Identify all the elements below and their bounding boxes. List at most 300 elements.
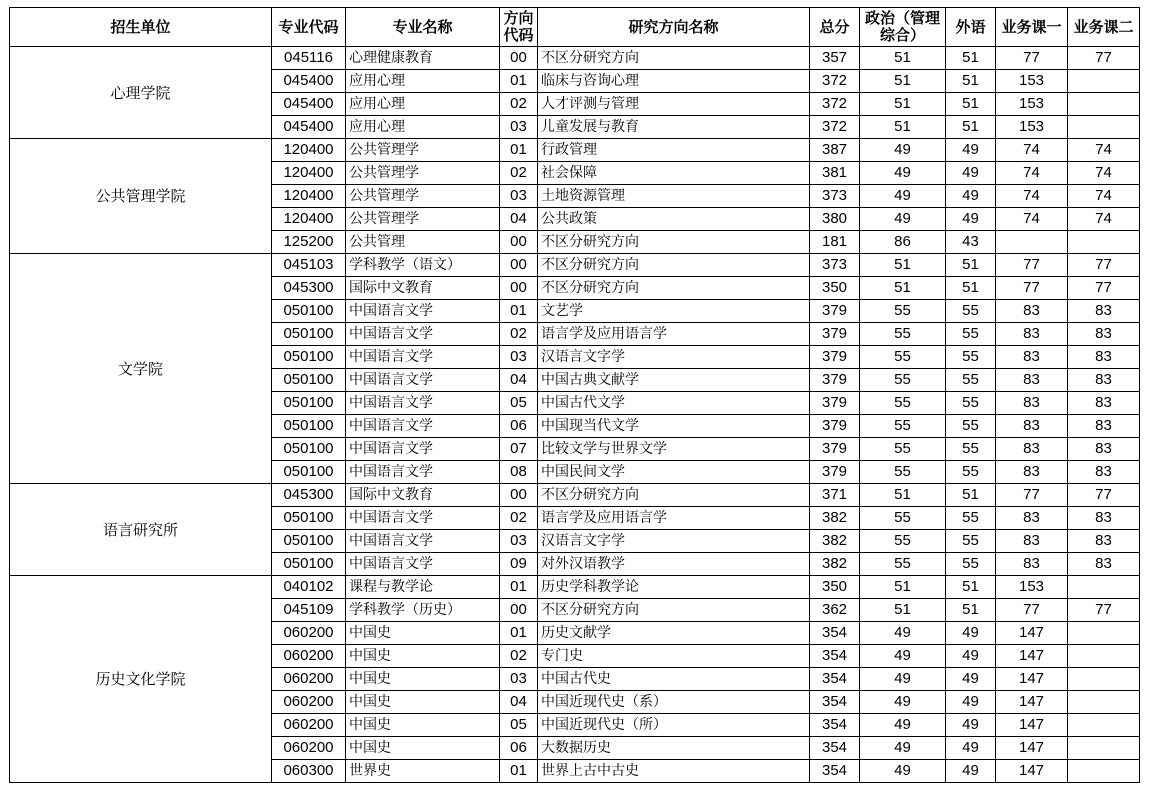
course1-score-cell: 83 bbox=[996, 553, 1068, 576]
major-code-cell: 120400 bbox=[272, 185, 346, 208]
major-code-cell: 045103 bbox=[272, 254, 346, 277]
score-table-container bbox=[9, 7, 1140, 783]
foreign-score-cell: 43 bbox=[946, 231, 996, 254]
course2-score-cell: 77 bbox=[1068, 599, 1140, 622]
course2-score-cell: 83 bbox=[1068, 415, 1140, 438]
direction-name-cell: 比较文学与世界文学 bbox=[538, 438, 810, 461]
major-code-cell: 050100 bbox=[272, 323, 346, 346]
major-name-cell: 学科教学（语文） bbox=[346, 254, 500, 277]
politics-score-cell: 55 bbox=[860, 323, 946, 346]
course2-score-cell bbox=[1068, 116, 1140, 139]
total-score-cell: 354 bbox=[810, 760, 860, 783]
major-code-cell: 045400 bbox=[272, 116, 346, 139]
direction-code-cell: 08 bbox=[500, 461, 538, 484]
foreign-score-cell: 55 bbox=[946, 553, 996, 576]
course2-score-cell bbox=[1068, 622, 1140, 645]
politics-score-cell: 51 bbox=[860, 116, 946, 139]
total-score-cell: 381 bbox=[810, 162, 860, 185]
major-code-cell: 040102 bbox=[272, 576, 346, 599]
foreign-score-cell: 49 bbox=[946, 668, 996, 691]
course1-score-cell: 147 bbox=[996, 622, 1068, 645]
direction-code-cell: 05 bbox=[500, 714, 538, 737]
total-score-cell: 181 bbox=[810, 231, 860, 254]
direction-code-cell: 03 bbox=[500, 346, 538, 369]
foreign-score-cell: 49 bbox=[946, 185, 996, 208]
direction-code-cell: 02 bbox=[500, 323, 538, 346]
direction-code-cell: 02 bbox=[500, 162, 538, 185]
foreign-score-cell: 49 bbox=[946, 714, 996, 737]
major-code-cell: 050100 bbox=[272, 392, 346, 415]
direction-code-cell: 01 bbox=[500, 576, 538, 599]
major-code-cell: 050100 bbox=[272, 553, 346, 576]
course1-score-cell: 83 bbox=[996, 507, 1068, 530]
direction-name-cell: 不区分研究方向 bbox=[538, 254, 810, 277]
total-score-cell: 387 bbox=[810, 139, 860, 162]
direction-name-cell: 中国近现代史（系） bbox=[538, 691, 810, 714]
course2-score-cell: 74 bbox=[1068, 208, 1140, 231]
total-score-cell: 372 bbox=[810, 70, 860, 93]
course1-score-cell: 147 bbox=[996, 668, 1068, 691]
course1-score-cell: 147 bbox=[996, 737, 1068, 760]
course2-score-cell: 77 bbox=[1068, 484, 1140, 507]
foreign-score-cell: 49 bbox=[946, 208, 996, 231]
unit-name-cell: 历史文化学院 bbox=[10, 576, 272, 783]
foreign-score-cell: 51 bbox=[946, 47, 996, 70]
direction-name-cell: 中国古代文学 bbox=[538, 392, 810, 415]
foreign-score-cell: 51 bbox=[946, 599, 996, 622]
direction-name-cell: 汉语言文字学 bbox=[538, 530, 810, 553]
major-name-cell: 国际中文教育 bbox=[346, 484, 500, 507]
direction-name-cell: 不区分研究方向 bbox=[538, 599, 810, 622]
politics-score-cell: 55 bbox=[860, 507, 946, 530]
major-code-cell: 045109 bbox=[272, 599, 346, 622]
header-direction-code: 方向代码 bbox=[500, 8, 538, 47]
major-name-cell: 公共管理学 bbox=[346, 185, 500, 208]
major-name-cell: 公共管理学 bbox=[346, 139, 500, 162]
total-score-cell: 362 bbox=[810, 599, 860, 622]
major-code-cell: 050100 bbox=[272, 438, 346, 461]
direction-code-cell: 02 bbox=[500, 645, 538, 668]
course2-score-cell bbox=[1068, 668, 1140, 691]
major-code-cell: 060200 bbox=[272, 622, 346, 645]
politics-score-cell: 86 bbox=[860, 231, 946, 254]
direction-code-cell: 02 bbox=[500, 93, 538, 116]
major-code-cell: 050100 bbox=[272, 346, 346, 369]
total-score-cell: 382 bbox=[810, 553, 860, 576]
course2-score-cell: 83 bbox=[1068, 300, 1140, 323]
direction-code-cell: 06 bbox=[500, 737, 538, 760]
course1-score-cell: 77 bbox=[996, 254, 1068, 277]
direction-name-cell: 儿童发展与教育 bbox=[538, 116, 810, 139]
politics-score-cell: 49 bbox=[860, 622, 946, 645]
foreign-score-cell: 55 bbox=[946, 392, 996, 415]
major-code-cell: 060200 bbox=[272, 668, 346, 691]
major-code-cell: 120400 bbox=[272, 162, 346, 185]
major-code-cell: 060200 bbox=[272, 737, 346, 760]
course2-score-cell: 83 bbox=[1068, 507, 1140, 530]
major-code-cell: 120400 bbox=[272, 208, 346, 231]
table-row bbox=[10, 254, 1140, 277]
major-name-cell: 中国语言文学 bbox=[346, 530, 500, 553]
major-code-cell: 050100 bbox=[272, 461, 346, 484]
header-course2: 业务课二 bbox=[1068, 8, 1140, 47]
course1-score-cell: 83 bbox=[996, 438, 1068, 461]
total-score-cell: 379 bbox=[810, 392, 860, 415]
foreign-score-cell: 49 bbox=[946, 622, 996, 645]
total-score-cell: 379 bbox=[810, 461, 860, 484]
major-name-cell: 中国史 bbox=[346, 622, 500, 645]
foreign-score-cell: 51 bbox=[946, 93, 996, 116]
major-code-cell: 120400 bbox=[272, 139, 346, 162]
major-name-cell: 中国语言文学 bbox=[346, 507, 500, 530]
unit-name-cell: 公共管理学院 bbox=[10, 139, 272, 254]
direction-code-cell: 01 bbox=[500, 139, 538, 162]
direction-code-cell: 01 bbox=[500, 760, 538, 783]
table-row bbox=[10, 47, 1140, 70]
politics-score-cell: 51 bbox=[860, 254, 946, 277]
direction-code-cell: 03 bbox=[500, 185, 538, 208]
major-name-cell: 应用心理 bbox=[346, 70, 500, 93]
major-code-cell: 045400 bbox=[272, 93, 346, 116]
direction-code-cell: 00 bbox=[500, 484, 538, 507]
direction-code-cell: 00 bbox=[500, 231, 538, 254]
direction-name-cell: 公共政策 bbox=[538, 208, 810, 231]
major-name-cell: 中国史 bbox=[346, 737, 500, 760]
major-name-cell: 应用心理 bbox=[346, 116, 500, 139]
header-row bbox=[10, 8, 1140, 47]
politics-score-cell: 49 bbox=[860, 691, 946, 714]
major-code-cell: 060200 bbox=[272, 714, 346, 737]
direction-code-cell: 03 bbox=[500, 530, 538, 553]
total-score-cell: 379 bbox=[810, 415, 860, 438]
header-politics: 政治（管理综合） bbox=[860, 8, 946, 47]
course2-score-cell: 74 bbox=[1068, 185, 1140, 208]
direction-name-cell: 社会保障 bbox=[538, 162, 810, 185]
direction-code-cell: 00 bbox=[500, 599, 538, 622]
major-name-cell: 公共管理 bbox=[346, 231, 500, 254]
major-name-cell: 中国语言文学 bbox=[346, 415, 500, 438]
course1-score-cell: 77 bbox=[996, 277, 1068, 300]
major-name-cell: 中国语言文学 bbox=[346, 369, 500, 392]
course1-score-cell: 153 bbox=[996, 576, 1068, 599]
total-score-cell: 379 bbox=[810, 300, 860, 323]
course2-score-cell: 83 bbox=[1068, 323, 1140, 346]
politics-score-cell: 55 bbox=[860, 438, 946, 461]
direction-name-cell: 土地资源管理 bbox=[538, 185, 810, 208]
major-code-cell: 045300 bbox=[272, 484, 346, 507]
course2-score-cell: 74 bbox=[1068, 162, 1140, 185]
direction-name-cell: 临床与咨询心理 bbox=[538, 70, 810, 93]
direction-name-cell: 不区分研究方向 bbox=[538, 277, 810, 300]
direction-code-cell: 01 bbox=[500, 70, 538, 93]
course1-score-cell: 147 bbox=[996, 760, 1068, 783]
course1-score-cell: 153 bbox=[996, 116, 1068, 139]
politics-score-cell: 55 bbox=[860, 346, 946, 369]
direction-code-cell: 00 bbox=[500, 254, 538, 277]
direction-code-cell: 00 bbox=[500, 47, 538, 70]
major-name-cell: 公共管理学 bbox=[346, 162, 500, 185]
course2-score-cell bbox=[1068, 645, 1140, 668]
politics-score-cell: 55 bbox=[860, 530, 946, 553]
course1-score-cell: 83 bbox=[996, 461, 1068, 484]
foreign-score-cell: 55 bbox=[946, 323, 996, 346]
major-name-cell: 课程与教学论 bbox=[346, 576, 500, 599]
unit-name-cell: 心理学院 bbox=[10, 47, 272, 139]
course1-score-cell: 74 bbox=[996, 208, 1068, 231]
direction-name-cell: 汉语言文字学 bbox=[538, 346, 810, 369]
foreign-score-cell: 49 bbox=[946, 645, 996, 668]
foreign-score-cell: 49 bbox=[946, 760, 996, 783]
politics-score-cell: 51 bbox=[860, 47, 946, 70]
direction-code-cell: 01 bbox=[500, 622, 538, 645]
course1-score-cell bbox=[996, 231, 1068, 254]
course1-score-cell: 83 bbox=[996, 369, 1068, 392]
direction-name-cell: 大数据历史 bbox=[538, 737, 810, 760]
direction-name-cell: 中国近现代史（所） bbox=[538, 714, 810, 737]
course1-score-cell: 83 bbox=[996, 323, 1068, 346]
course1-score-cell: 147 bbox=[996, 714, 1068, 737]
politics-score-cell: 51 bbox=[860, 599, 946, 622]
major-code-cell: 050100 bbox=[272, 415, 346, 438]
course1-score-cell: 83 bbox=[996, 300, 1068, 323]
direction-name-cell: 人才评测与管理 bbox=[538, 93, 810, 116]
total-score-cell: 354 bbox=[810, 691, 860, 714]
direction-code-cell: 01 bbox=[500, 300, 538, 323]
total-score-cell: 379 bbox=[810, 369, 860, 392]
course1-score-cell: 153 bbox=[996, 93, 1068, 116]
total-score-cell: 371 bbox=[810, 484, 860, 507]
table-row bbox=[10, 139, 1140, 162]
total-score-cell: 350 bbox=[810, 576, 860, 599]
course2-score-cell bbox=[1068, 70, 1140, 93]
direction-name-cell: 中国古代史 bbox=[538, 668, 810, 691]
foreign-score-cell: 51 bbox=[946, 254, 996, 277]
foreign-score-cell: 55 bbox=[946, 507, 996, 530]
course2-score-cell bbox=[1068, 737, 1140, 760]
direction-name-cell: 不区分研究方向 bbox=[538, 47, 810, 70]
total-score-cell: 382 bbox=[810, 507, 860, 530]
table-body bbox=[10, 47, 1140, 783]
foreign-score-cell: 55 bbox=[946, 346, 996, 369]
course2-score-cell: 83 bbox=[1068, 392, 1140, 415]
politics-score-cell: 49 bbox=[860, 162, 946, 185]
direction-name-cell: 不区分研究方向 bbox=[538, 231, 810, 254]
direction-name-cell: 语言学及应用语言学 bbox=[538, 323, 810, 346]
course1-score-cell: 147 bbox=[996, 691, 1068, 714]
total-score-cell: 372 bbox=[810, 116, 860, 139]
major-code-cell: 060200 bbox=[272, 645, 346, 668]
politics-score-cell: 55 bbox=[860, 369, 946, 392]
header-major: 专业名称 bbox=[346, 8, 500, 47]
major-code-cell: 050100 bbox=[272, 507, 346, 530]
politics-score-cell: 51 bbox=[860, 93, 946, 116]
total-score-cell: 379 bbox=[810, 438, 860, 461]
course1-score-cell: 83 bbox=[996, 346, 1068, 369]
course2-score-cell bbox=[1068, 576, 1140, 599]
direction-code-cell: 02 bbox=[500, 507, 538, 530]
course1-score-cell: 153 bbox=[996, 70, 1068, 93]
course2-score-cell: 77 bbox=[1068, 47, 1140, 70]
total-score-cell: 379 bbox=[810, 346, 860, 369]
politics-score-cell: 49 bbox=[860, 645, 946, 668]
foreign-score-cell: 49 bbox=[946, 139, 996, 162]
politics-score-cell: 55 bbox=[860, 300, 946, 323]
direction-name-cell: 行政管理 bbox=[538, 139, 810, 162]
foreign-score-cell: 49 bbox=[946, 737, 996, 760]
major-code-cell: 050100 bbox=[272, 530, 346, 553]
direction-code-cell: 04 bbox=[500, 369, 538, 392]
major-name-cell: 中国史 bbox=[346, 714, 500, 737]
direction-name-cell: 对外汉语教学 bbox=[538, 553, 810, 576]
major-name-cell: 中国史 bbox=[346, 668, 500, 691]
header-code: 专业代码 bbox=[272, 8, 346, 47]
politics-score-cell: 49 bbox=[860, 737, 946, 760]
major-code-cell: 060300 bbox=[272, 760, 346, 783]
total-score-cell: 373 bbox=[810, 185, 860, 208]
major-code-cell: 060200 bbox=[272, 691, 346, 714]
direction-code-cell: 06 bbox=[500, 415, 538, 438]
direction-code-cell: 00 bbox=[500, 277, 538, 300]
foreign-score-cell: 55 bbox=[946, 300, 996, 323]
politics-score-cell: 55 bbox=[860, 461, 946, 484]
total-score-cell: 354 bbox=[810, 645, 860, 668]
politics-score-cell: 49 bbox=[860, 208, 946, 231]
course2-score-cell bbox=[1068, 231, 1140, 254]
major-name-cell: 中国语言文学 bbox=[346, 323, 500, 346]
foreign-score-cell: 55 bbox=[946, 369, 996, 392]
total-score-cell: 379 bbox=[810, 323, 860, 346]
major-name-cell: 中国语言文学 bbox=[346, 438, 500, 461]
major-name-cell: 中国语言文学 bbox=[346, 346, 500, 369]
foreign-score-cell: 51 bbox=[946, 116, 996, 139]
course1-score-cell: 147 bbox=[996, 645, 1068, 668]
course1-score-cell: 74 bbox=[996, 162, 1068, 185]
direction-name-cell: 专门史 bbox=[538, 645, 810, 668]
unit-name-cell: 语言研究所 bbox=[10, 484, 272, 576]
course1-score-cell: 83 bbox=[996, 392, 1068, 415]
course2-score-cell: 83 bbox=[1068, 553, 1140, 576]
major-name-cell: 中国史 bbox=[346, 691, 500, 714]
header-direction-name: 研究方向名称 bbox=[538, 8, 810, 47]
course2-score-cell: 83 bbox=[1068, 438, 1140, 461]
course2-score-cell: 83 bbox=[1068, 530, 1140, 553]
direction-name-cell: 历史文献学 bbox=[538, 622, 810, 645]
direction-name-cell: 中国古典文献学 bbox=[538, 369, 810, 392]
politics-score-cell: 49 bbox=[860, 760, 946, 783]
total-score-cell: 373 bbox=[810, 254, 860, 277]
course2-score-cell bbox=[1068, 93, 1140, 116]
header-total: 总分 bbox=[810, 8, 860, 47]
course1-score-cell: 74 bbox=[996, 185, 1068, 208]
direction-code-cell: 03 bbox=[500, 668, 538, 691]
direction-code-cell: 05 bbox=[500, 392, 538, 415]
foreign-score-cell: 55 bbox=[946, 461, 996, 484]
course2-score-cell bbox=[1068, 691, 1140, 714]
direction-name-cell: 世界上古中古史 bbox=[538, 760, 810, 783]
course1-score-cell: 77 bbox=[996, 484, 1068, 507]
major-name-cell: 中国语言文学 bbox=[346, 392, 500, 415]
course1-score-cell: 83 bbox=[996, 530, 1068, 553]
direction-name-cell: 中国民间文学 bbox=[538, 461, 810, 484]
major-code-cell: 050100 bbox=[272, 300, 346, 323]
foreign-score-cell: 49 bbox=[946, 691, 996, 714]
major-name-cell: 世界史 bbox=[346, 760, 500, 783]
foreign-score-cell: 51 bbox=[946, 484, 996, 507]
course2-score-cell: 83 bbox=[1068, 461, 1140, 484]
politics-score-cell: 49 bbox=[860, 714, 946, 737]
course2-score-cell: 74 bbox=[1068, 139, 1140, 162]
course2-score-cell: 77 bbox=[1068, 277, 1140, 300]
score-table bbox=[9, 7, 1140, 783]
politics-score-cell: 49 bbox=[860, 139, 946, 162]
foreign-score-cell: 51 bbox=[946, 576, 996, 599]
major-name-cell: 国际中文教育 bbox=[346, 277, 500, 300]
total-score-cell: 380 bbox=[810, 208, 860, 231]
total-score-cell: 354 bbox=[810, 668, 860, 691]
major-code-cell: 045116 bbox=[272, 47, 346, 70]
total-score-cell: 372 bbox=[810, 93, 860, 116]
major-code-cell: 125200 bbox=[272, 231, 346, 254]
politics-score-cell: 55 bbox=[860, 392, 946, 415]
total-score-cell: 382 bbox=[810, 530, 860, 553]
direction-name-cell: 不区分研究方向 bbox=[538, 484, 810, 507]
course2-score-cell: 83 bbox=[1068, 369, 1140, 392]
table-row bbox=[10, 484, 1140, 507]
foreign-score-cell: 49 bbox=[946, 162, 996, 185]
course1-score-cell: 83 bbox=[996, 415, 1068, 438]
politics-score-cell: 55 bbox=[860, 415, 946, 438]
politics-score-cell: 51 bbox=[860, 70, 946, 93]
unit-name-cell: 文学院 bbox=[10, 254, 272, 484]
course2-score-cell: 83 bbox=[1068, 346, 1140, 369]
course1-score-cell: 77 bbox=[996, 47, 1068, 70]
course2-score-cell bbox=[1068, 714, 1140, 737]
major-name-cell: 中国语言文学 bbox=[346, 553, 500, 576]
direction-code-cell: 04 bbox=[500, 208, 538, 231]
major-name-cell: 中国语言文学 bbox=[346, 461, 500, 484]
major-name-cell: 心理健康教育 bbox=[346, 47, 500, 70]
header-course1: 业务课一 bbox=[996, 8, 1068, 47]
major-name-cell: 学科教学（历史） bbox=[346, 599, 500, 622]
direction-code-cell: 04 bbox=[500, 691, 538, 714]
politics-score-cell: 55 bbox=[860, 553, 946, 576]
direction-name-cell: 历史学科教学论 bbox=[538, 576, 810, 599]
direction-code-cell: 03 bbox=[500, 116, 538, 139]
foreign-score-cell: 55 bbox=[946, 415, 996, 438]
major-code-cell: 045300 bbox=[272, 277, 346, 300]
total-score-cell: 354 bbox=[810, 737, 860, 760]
table-row bbox=[10, 576, 1140, 599]
direction-name-cell: 语言学及应用语言学 bbox=[538, 507, 810, 530]
major-code-cell: 045400 bbox=[272, 70, 346, 93]
course1-score-cell: 77 bbox=[996, 599, 1068, 622]
politics-score-cell: 51 bbox=[860, 277, 946, 300]
politics-score-cell: 51 bbox=[860, 576, 946, 599]
header-foreign: 外语 bbox=[946, 8, 996, 47]
course1-score-cell: 74 bbox=[996, 139, 1068, 162]
foreign-score-cell: 51 bbox=[946, 277, 996, 300]
direction-name-cell: 中国现当代文学 bbox=[538, 415, 810, 438]
politics-score-cell: 51 bbox=[860, 484, 946, 507]
politics-score-cell: 49 bbox=[860, 668, 946, 691]
total-score-cell: 354 bbox=[810, 622, 860, 645]
major-name-cell: 应用心理 bbox=[346, 93, 500, 116]
foreign-score-cell: 55 bbox=[946, 530, 996, 553]
foreign-score-cell: 51 bbox=[946, 70, 996, 93]
major-name-cell: 中国语言文学 bbox=[346, 300, 500, 323]
total-score-cell: 357 bbox=[810, 47, 860, 70]
direction-code-cell: 09 bbox=[500, 553, 538, 576]
